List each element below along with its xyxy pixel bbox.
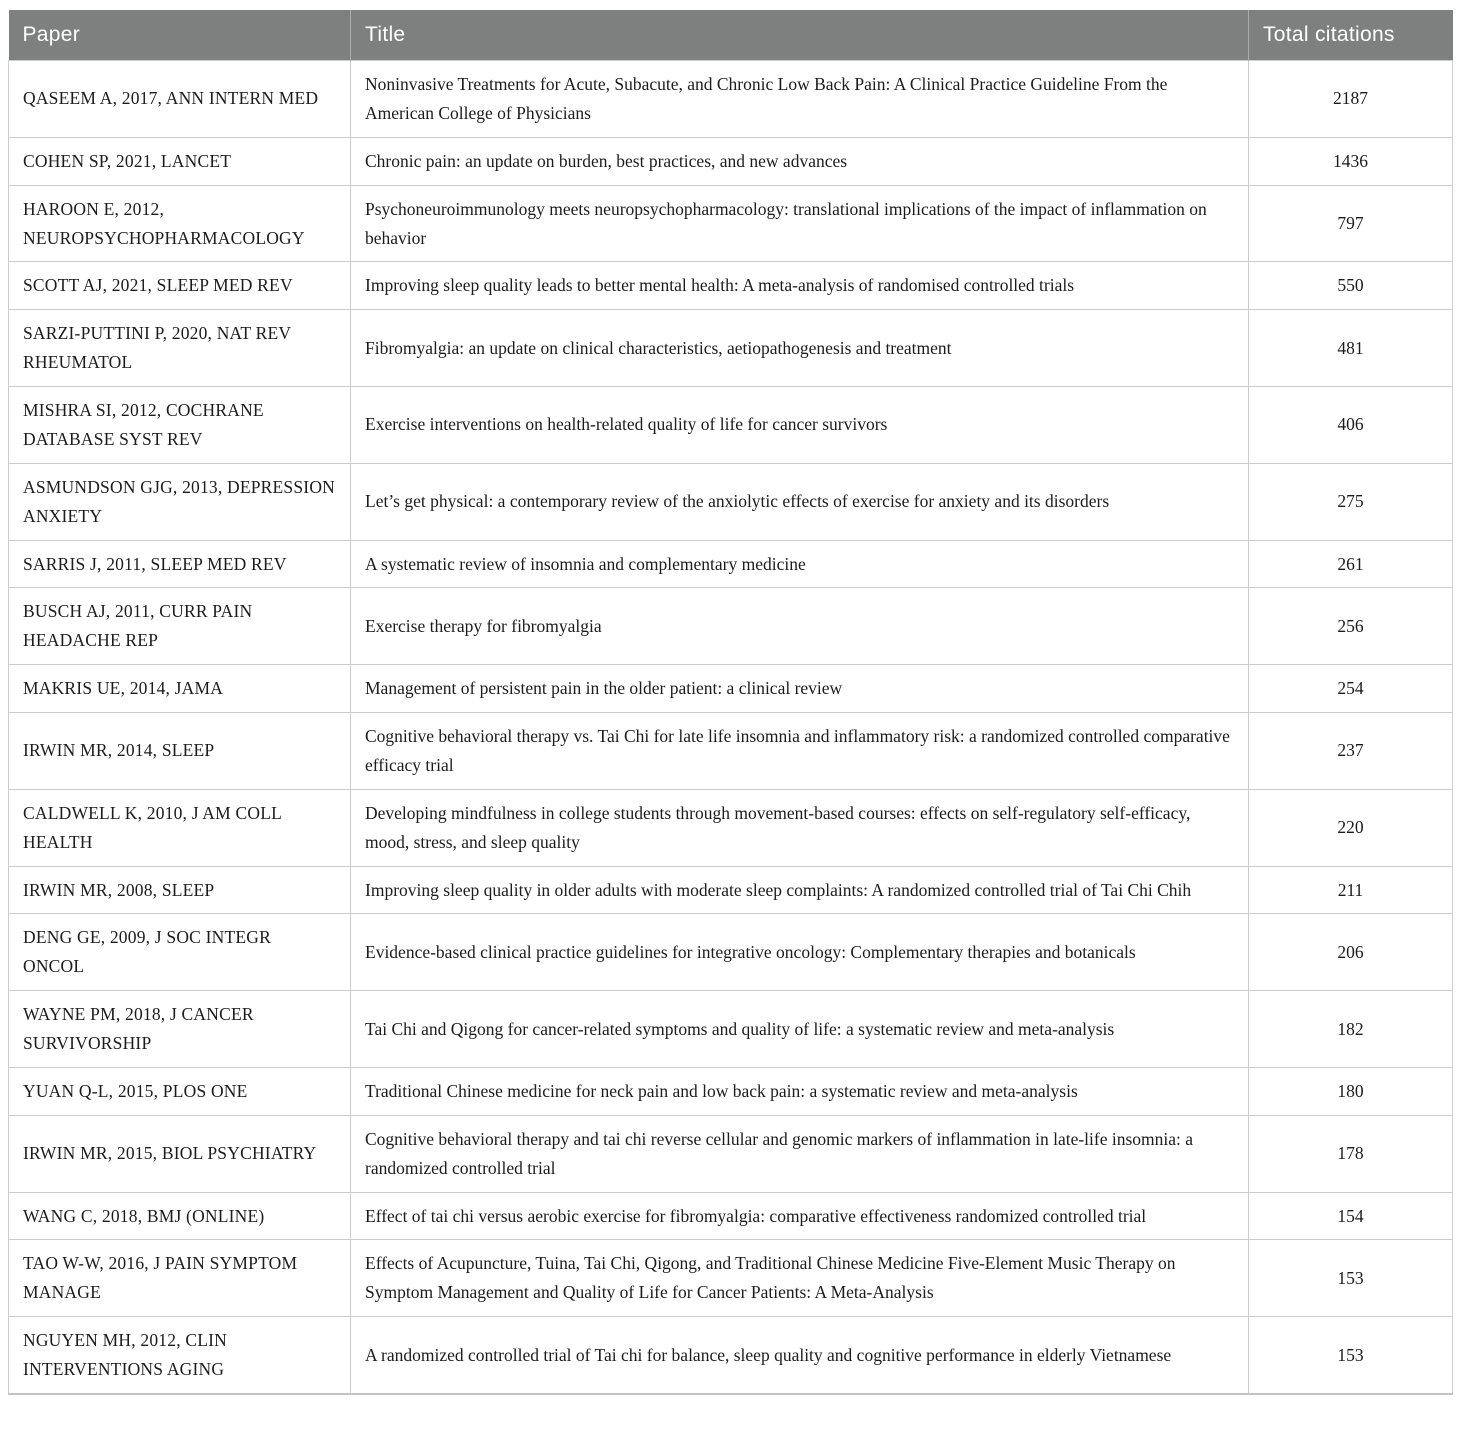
table-row xyxy=(9,914,1453,991)
table-row xyxy=(9,463,1453,540)
citations-cell: 211 xyxy=(1249,866,1453,914)
citations-cell: 550 xyxy=(1249,262,1453,310)
table-row xyxy=(9,61,1453,138)
title-cell: Fibromyalgia: an update on clinical characteristics, aetiopathogenesis and treatment xyxy=(351,310,1249,387)
table-row xyxy=(9,262,1453,310)
citations-cell: 154 xyxy=(1249,1192,1453,1240)
paper-cell: YUAN Q-L, 2015, PLOS ONE xyxy=(9,1067,351,1115)
table-body xyxy=(9,61,1453,1394)
table-row xyxy=(9,991,1453,1068)
paper-cell: HAROON E, 2012, NEUROPSYCHOPHARMACOLOGY xyxy=(9,185,351,262)
table-row xyxy=(9,789,1453,866)
title-cell: Traditional Chinese medicine for neck pain and low back pain: a systematic review and meta-analysis xyxy=(351,1067,1249,1115)
paper-cell: SARRIS J, 2011, SLEEP MED REV xyxy=(9,540,351,588)
column-header-paper: Paper xyxy=(9,10,351,61)
column-header-title: Title xyxy=(351,10,1249,61)
title-cell: Noninvasive Treatments for Acute, Subacute, and Chronic Low Back Pain: A Clinical Practice Guideline From the American College of Physicians xyxy=(351,61,1249,138)
table-row xyxy=(9,713,1453,790)
paper-cell: NGUYEN MH, 2012, CLIN INTERVENTIONS AGING xyxy=(9,1317,351,1394)
paper-cell: WAYNE PM, 2018, J CANCER SURVIVORSHIP xyxy=(9,991,351,1068)
table-row xyxy=(9,310,1453,387)
title-cell: Evidence-based clinical practice guidelines for integrative oncology: Complementary therapies and botanicals xyxy=(351,914,1249,991)
citations-cell: 182 xyxy=(1249,991,1453,1068)
citations-cell: 153 xyxy=(1249,1240,1453,1317)
paper-cell: MAKRIS UE, 2014, JAMA xyxy=(9,665,351,713)
paper-cell: IRWIN MR, 2008, SLEEP xyxy=(9,866,351,914)
table-row xyxy=(9,665,1453,713)
table-row xyxy=(9,866,1453,914)
citations-cell: 261 xyxy=(1249,540,1453,588)
title-cell: Cognitive behavioral therapy and tai chi reverse cellular and genomic markers of inflammation in late-life insomnia: a randomized controlled trial xyxy=(351,1115,1249,1192)
citations-cell: 178 xyxy=(1249,1115,1453,1192)
citations-cell: 220 xyxy=(1249,789,1453,866)
citations-cell: 254 xyxy=(1249,665,1453,713)
title-cell: Exercise interventions on health-related quality of life for cancer survivors xyxy=(351,387,1249,464)
table-row xyxy=(9,387,1453,464)
title-cell: Exercise therapy for fibromyalgia xyxy=(351,588,1249,665)
citations-table xyxy=(8,10,1453,1395)
paper-cell: IRWIN MR, 2014, SLEEP xyxy=(9,713,351,790)
paper-cell: MISHRA SI, 2012, COCHRANE DATABASE SYST REV xyxy=(9,387,351,464)
title-cell: Management of persistent pain in the older patient: a clinical review xyxy=(351,665,1249,713)
paper-cell: IRWIN MR, 2015, BIOL PSYCHIATRY xyxy=(9,1115,351,1192)
title-cell: A randomized controlled trial of Tai chi for balance, sleep quality and cognitive performance in elderly Vietnamese xyxy=(351,1317,1249,1394)
table-row xyxy=(9,588,1453,665)
paper-cell: SARZI-PUTTINI P, 2020, NAT REV RHEUMATOL xyxy=(9,310,351,387)
table-row xyxy=(9,1240,1453,1317)
column-header-total-citations: Total citations xyxy=(1249,10,1453,61)
paper-cell: ASMUNDSON GJG, 2013, DEPRESSION ANXIETY xyxy=(9,463,351,540)
title-cell: Developing mindfulness in college students through movement-based courses: effects on self-regulatory self-efficacy, mood, stress, and sleep quality xyxy=(351,789,1249,866)
paper-cell: QASEEM A, 2017, ANN INTERN MED xyxy=(9,61,351,138)
citations-cell: 256 xyxy=(1249,588,1453,665)
paper-cell: SCOTT AJ, 2021, SLEEP MED REV xyxy=(9,262,351,310)
table-row xyxy=(9,137,1453,185)
paper-cell: DENG GE, 2009, J SOC INTEGR ONCOL xyxy=(9,914,351,991)
title-cell: Effect of tai chi versus aerobic exercise for fibromyalgia: comparative effectiveness randomized controlled trial xyxy=(351,1192,1249,1240)
citations-cell: 275 xyxy=(1249,463,1453,540)
title-cell: Tai Chi and Qigong for cancer-related symptoms and quality of life: a systematic review and meta-analysis xyxy=(351,991,1249,1068)
citations-cell: 406 xyxy=(1249,387,1453,464)
title-cell: Effects of Acupuncture, Tuina, Tai Chi, Qigong, and Traditional Chinese Medicine Five-Element Music Therapy on Symptom Management and Quality of Life for Cancer Patients: A Meta-Analysis xyxy=(351,1240,1249,1317)
table-row xyxy=(9,185,1453,262)
paper-cell: COHEN SP, 2021, LANCET xyxy=(9,137,351,185)
title-cell: Let’s get physical: a contemporary review of the anxiolytic effects of exercise for anxiety and its disorders xyxy=(351,463,1249,540)
citations-cell: 180 xyxy=(1249,1067,1453,1115)
table-row xyxy=(9,1115,1453,1192)
table-row xyxy=(9,1192,1453,1240)
paper-cell: WANG C, 2018, BMJ (ONLINE) xyxy=(9,1192,351,1240)
citations-cell: 237 xyxy=(1249,713,1453,790)
paper-cell: CALDWELL K, 2010, J AM COLL HEALTH xyxy=(9,789,351,866)
title-cell: Cognitive behavioral therapy vs. Tai Chi for late life insomnia and inflammatory risk: a randomized controlled comparative efficacy trial xyxy=(351,713,1249,790)
title-cell: Psychoneuroimmunology meets neuropsychopharmacology: translational implications of the impact of inflammation on behavior xyxy=(351,185,1249,262)
paper-cell: TAO W-W, 2016, J PAIN SYMPTOM MANAGE xyxy=(9,1240,351,1317)
title-cell: Improving sleep quality leads to better mental health: A meta-analysis of randomised controlled trials xyxy=(351,262,1249,310)
table-row xyxy=(9,540,1453,588)
title-cell: Improving sleep quality in older adults with moderate sleep complaints: A randomized controlled trial of Tai Chi Chih xyxy=(351,866,1249,914)
paper-cell: BUSCH AJ, 2011, CURR PAIN HEADACHE REP xyxy=(9,588,351,665)
title-cell: Chronic pain: an update on burden, best practices, and new advances xyxy=(351,137,1249,185)
title-cell: A systematic review of insomnia and complementary medicine xyxy=(351,540,1249,588)
table-header xyxy=(9,10,1453,61)
table-row xyxy=(9,1067,1453,1115)
table-row xyxy=(9,1317,1453,1394)
citations-cell: 1436 xyxy=(1249,137,1453,185)
citations-cell: 153 xyxy=(1249,1317,1453,1394)
header-row xyxy=(9,10,1453,61)
citations-cell: 2187 xyxy=(1249,61,1453,138)
citations-cell: 797 xyxy=(1249,185,1453,262)
citations-cell: 481 xyxy=(1249,310,1453,387)
citations-cell: 206 xyxy=(1249,914,1453,991)
